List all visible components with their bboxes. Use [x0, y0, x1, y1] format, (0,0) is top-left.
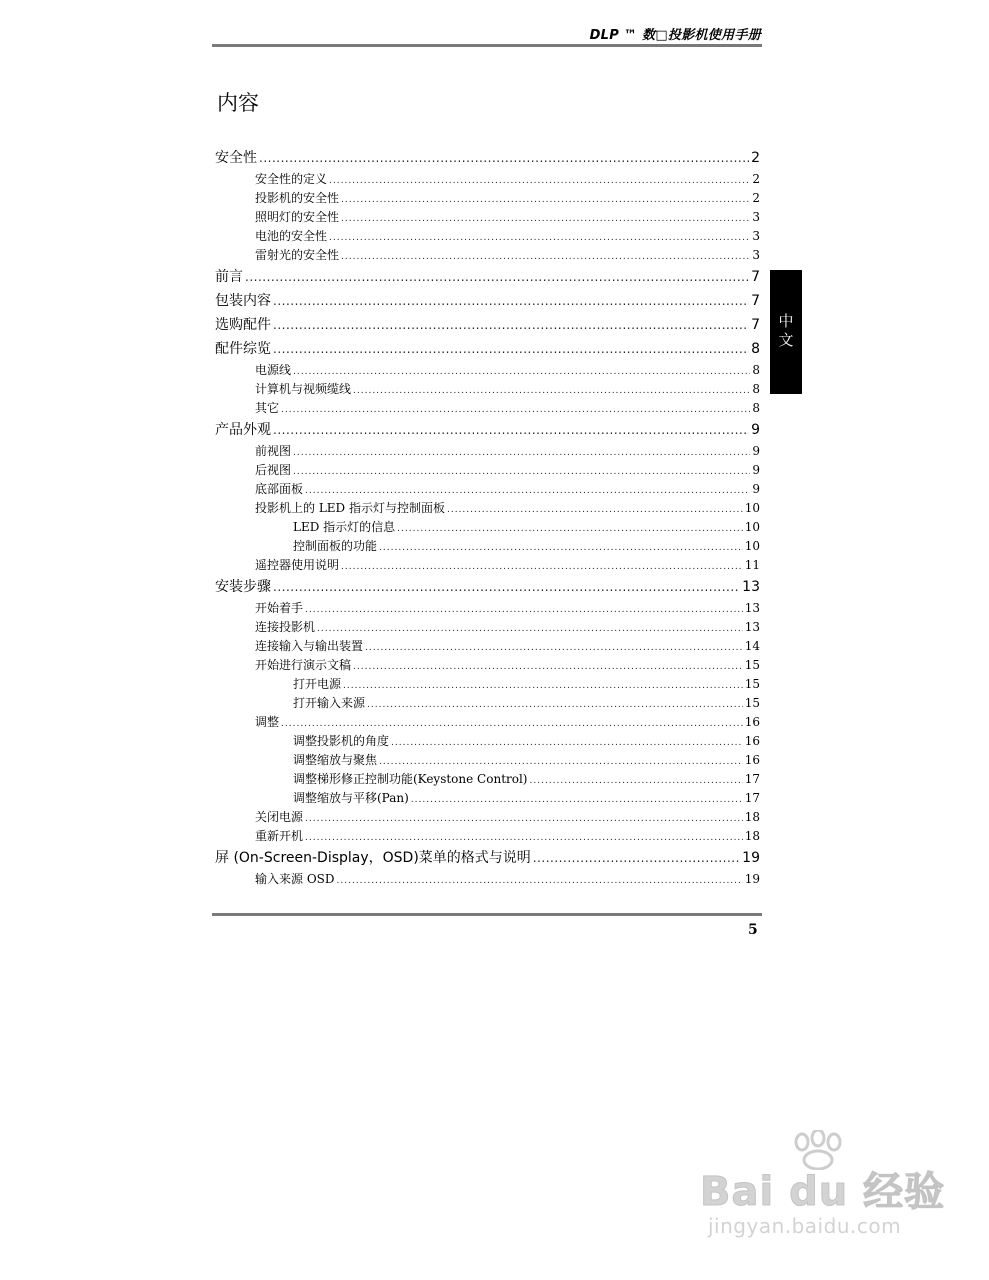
toc-entry-label: 投影机上的 LED 指示灯与控制面板 — [255, 501, 445, 515]
toc-entry-label: 雷射光的安全性 — [255, 248, 340, 262]
toc-dot-leader — [411, 791, 743, 808]
toc-entry-label: 后视图 — [255, 463, 292, 477]
toc-entry[interactable] — [215, 694, 760, 713]
toc-entry-label: 屏 (On-Screen-Display，OSD)菜单的格式与说明 — [215, 850, 531, 866]
toc-dot-leader — [317, 620, 743, 637]
toc-entry[interactable] — [215, 399, 760, 418]
toc-entry-page: 7 — [751, 269, 760, 285]
toc-entry-page: 13 — [742, 579, 760, 595]
toc-dot-leader — [337, 872, 743, 889]
toc-entry-page: 11 — [744, 558, 760, 572]
toc-dot-leader — [293, 444, 750, 461]
toc-dot-leader — [341, 191, 750, 208]
toc-dot-leader — [353, 382, 750, 399]
toc-entry[interactable] — [215, 618, 760, 637]
toc-dot-leader — [341, 558, 743, 575]
toc-entry[interactable] — [215, 337, 760, 361]
toc-entry[interactable] — [215, 518, 760, 537]
toc-dot-leader — [379, 753, 743, 770]
toc-dot-leader — [245, 265, 749, 289]
toc-entry-page: 17 — [744, 791, 760, 805]
toc-entry-label: 开始着手 — [255, 601, 304, 615]
toc-entry-label: 投影机的安全性 — [255, 191, 340, 205]
toc-entry-page: 8 — [751, 341, 760, 357]
toc-entry[interactable] — [215, 575, 760, 599]
toc-entry-label: 连接输入与输出装置 — [255, 639, 364, 653]
toc-entry[interactable] — [215, 208, 760, 227]
toc-entry-label: 关闭电源 — [255, 810, 304, 824]
page-number: 5 — [748, 922, 758, 938]
toc-entry[interactable] — [215, 556, 760, 575]
toc-entry-label: 打开输入来源 — [293, 696, 366, 710]
toc-entry[interactable] — [215, 418, 760, 442]
toc-entry-page: 7 — [751, 317, 760, 333]
toc-entry[interactable] — [215, 146, 760, 170]
toc-entry-page: 2 — [752, 191, 760, 205]
toc-dot-leader — [447, 501, 743, 518]
toc-dot-leader — [329, 229, 750, 246]
toc-entry-page: 16 — [744, 753, 760, 767]
toc-entry-label: 开始进行演示文稿 — [255, 658, 352, 672]
toc-entry[interactable] — [215, 789, 760, 808]
toc-entry-label: 前言 — [215, 269, 243, 285]
toc-entry-label: 产品外观 — [215, 422, 271, 438]
toc-entry[interactable] — [215, 537, 760, 556]
toc-entry-page: 7 — [751, 293, 760, 309]
running-header-title: DLP ™ 数□投影机使用手册 — [589, 28, 761, 43]
toc-entry-label: 重新开机 — [255, 829, 304, 843]
toc-dot-leader — [329, 172, 750, 189]
toc-entry-page: 19 — [744, 872, 760, 886]
toc-dot-leader — [397, 520, 743, 537]
toc-dot-leader — [341, 248, 750, 265]
toc-dot-leader — [281, 401, 750, 418]
toc-entry[interactable] — [215, 770, 760, 789]
footer-rule — [212, 913, 762, 916]
toc-entry-label: 安全性 — [215, 150, 257, 166]
toc-entry[interactable] — [215, 808, 760, 827]
toc-entry-page: 13 — [744, 601, 760, 615]
toc-dot-leader — [305, 829, 743, 846]
toc-dot-leader — [530, 772, 743, 789]
toc-entry-page: 9 — [752, 482, 760, 496]
toc-entry-label: 调整梯形修正控制功能(Keystone Control) — [293, 772, 528, 786]
toc-entry-page: 15 — [744, 696, 760, 710]
toc-entry-page: 18 — [744, 829, 760, 843]
toc-entry-label: 输入来源 OSD — [255, 872, 335, 886]
toc-dot-leader — [533, 846, 740, 870]
toc-entry[interactable] — [215, 499, 760, 518]
toc-entry-page: 10 — [744, 539, 760, 553]
toc-dot-leader — [353, 658, 743, 675]
toc-entry-page: 14 — [744, 639, 760, 653]
toc-dot-leader — [273, 289, 749, 313]
toc-dot-leader — [367, 696, 743, 713]
toc-dot-leader — [273, 313, 749, 337]
toc-entry-page: 3 — [752, 248, 760, 262]
header-rule — [212, 44, 762, 47]
toc-entry[interactable] — [215, 442, 760, 461]
toc-entry-page: 9 — [752, 444, 760, 458]
toc-entry-label: 选购配件 — [215, 317, 271, 333]
toc-entry-page: 2 — [751, 150, 760, 166]
toc-dot-leader — [391, 734, 743, 751]
toc-dot-leader — [341, 210, 750, 227]
toc-entry[interactable] — [215, 656, 760, 675]
toc-entry[interactable] — [215, 227, 760, 246]
toc-entry-page: 8 — [752, 382, 760, 396]
toc-entry-page: 9 — [751, 422, 760, 438]
toc-entry-label: 连接投影机 — [255, 620, 316, 634]
toc-entry-label: 控制面板的功能 — [293, 539, 378, 553]
page-title: 内容 — [217, 91, 259, 115]
toc-dot-leader — [343, 677, 743, 694]
toc-dot-leader — [305, 601, 743, 618]
toc-entry-label: 调整投影机的角度 — [293, 734, 390, 748]
toc-dot-leader — [281, 715, 743, 732]
toc-entry[interactable] — [215, 380, 760, 399]
toc-entry-page: 2 — [752, 172, 760, 186]
toc-entry-page: 10 — [744, 520, 760, 534]
toc-dot-leader — [365, 639, 743, 656]
toc-dot-leader — [379, 539, 743, 556]
toc-entry[interactable] — [215, 713, 760, 732]
toc-entry[interactable] — [215, 189, 760, 208]
toc-dot-leader — [273, 418, 749, 442]
toc-entry[interactable] — [215, 361, 760, 380]
toc-entry-page: 16 — [744, 734, 760, 748]
toc-dot-leader — [293, 463, 750, 480]
toc-entry-label: 遥控器使用说明 — [255, 558, 340, 572]
toc-entry-page: 9 — [752, 463, 760, 477]
toc-dot-leader — [305, 810, 743, 827]
toc-entry-label: 前视图 — [255, 444, 292, 458]
toc-entry-label: 安全性的定义 — [255, 172, 328, 186]
language-side-tab — [770, 270, 802, 394]
toc-entry-label: 其它 — [255, 401, 280, 415]
toc-entry-label: 底部面板 — [255, 482, 304, 496]
table-of-contents — [215, 146, 760, 889]
toc-entry-label: 电池的安全性 — [255, 229, 328, 243]
toc-entry-page: 15 — [744, 658, 760, 672]
toc-entry-label: 安装步骤 — [215, 579, 271, 595]
toc-entry-label: 配件综览 — [215, 341, 271, 357]
toc-entry-page: 16 — [744, 715, 760, 729]
toc-entry[interactable] — [215, 313, 760, 337]
toc-entry-label: 包装内容 — [215, 293, 271, 309]
toc-entry[interactable] — [215, 265, 760, 289]
toc-entry[interactable] — [215, 675, 760, 694]
toc-entry[interactable] — [215, 637, 760, 656]
toc-dot-leader — [273, 575, 740, 599]
language-side-tab-label: 中文 — [776, 313, 795, 351]
toc-entry-label: 调整缩放与聚焦 — [293, 753, 378, 767]
toc-entry-page: 3 — [752, 229, 760, 243]
toc-entry[interactable] — [215, 461, 760, 480]
watermark-brand: Bai du 经验 — [700, 1169, 946, 1215]
toc-entry-page: 19 — [742, 850, 760, 866]
toc-entry-label: 电源线 — [255, 363, 292, 377]
toc-entry-label: 计算机与视频缆线 — [255, 382, 352, 396]
toc-dot-leader — [293, 363, 750, 380]
toc-entry-page: 15 — [744, 677, 760, 691]
toc-entry-page: 13 — [744, 620, 760, 634]
watermark-url: jingyan.baidu.com — [708, 1214, 902, 1238]
toc-dot-leader — [305, 482, 750, 499]
toc-entry[interactable] — [215, 870, 760, 889]
toc-entry-page: 18 — [744, 810, 760, 824]
toc-entry[interactable] — [215, 732, 760, 751]
toc-entry-label: 调整 — [255, 715, 280, 729]
toc-entry-page: 8 — [752, 363, 760, 377]
toc-entry[interactable] — [215, 170, 760, 189]
toc-entry[interactable] — [215, 846, 760, 870]
toc-entry[interactable] — [215, 751, 760, 770]
toc-dot-leader — [259, 146, 749, 170]
toc-entry[interactable] — [215, 480, 760, 499]
toc-dot-leader — [273, 337, 749, 361]
toc-entry-label: LED 指示灯的信息 — [293, 520, 396, 534]
toc-entry-label: 调整缩放与平移(Pan) — [293, 791, 409, 805]
toc-entry[interactable] — [215, 246, 760, 265]
toc-entry[interactable] — [215, 827, 760, 846]
toc-entry-page: 8 — [752, 401, 760, 415]
baidu-jingyan-watermark — [700, 1130, 960, 1250]
toc-entry-page: 10 — [744, 501, 760, 515]
toc-entry[interactable] — [215, 599, 760, 618]
toc-entry-page: 17 — [744, 772, 760, 786]
toc-entry[interactable] — [215, 289, 760, 313]
toc-entry-label: 打开电源 — [293, 677, 342, 691]
toc-entry-page: 3 — [752, 210, 760, 224]
toc-entry-label: 照明灯的安全性 — [255, 210, 340, 224]
